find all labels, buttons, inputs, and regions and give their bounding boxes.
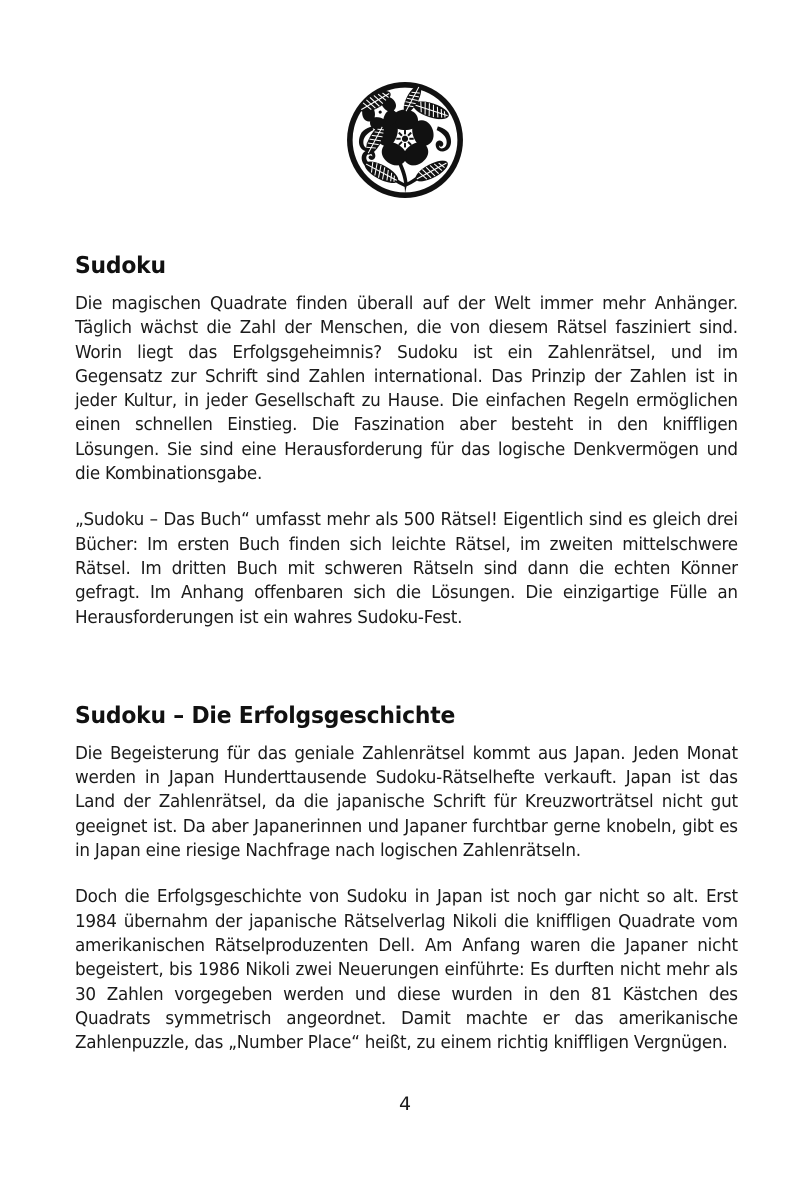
section-spacer — [75, 651, 738, 665]
ornament-container — [0, 78, 810, 202]
paragraph-das-buch: „Sudoku – Das Buch“ umfasst mehr als 500 Rätsel! Eigentlich sind es gleich drei Bücher: Im ersten Buch finden sich leichte Rätsel, im zweiten mittelschwere Rätsel. Im dritten Buch mit schweren Rätseln sind dann die echten Könner gefragt. Im Anhang offenbaren sich die Lösungen. Die einzigartige Fülle an Herausforderungen ist ein wahres Sudoku-Fest. — [75, 510, 738, 628]
text-column — [75, 253, 738, 1055]
paragraph-historie: Doch die Erfolgsgeschichte von Sudoku in Japan ist noch gar nicht so alt. Erst 1984 übernahm der japanische Rätselverlag Nikoli die kniffligen Quadrate vom amerikanischen Rätselproduzenten Dell. Am Anfang waren die Japaner nicht begeistert, bis 1986 Nikoli zwei Neuerungen einführte: Es durften nicht mehr als 30 Zahlen vorgegeben werden und diese wurden in den 81 Kästchen des Quadrats symmetrisch angeordnet. Damit machte er das amerikanische Zahlenpuzzle, das „Number Place“ heißt, zu einem richtig kniffligen Vergnügen. — [75, 887, 738, 1054]
japanese-floral-mon-icon — [343, 78, 467, 202]
page-number: 4 — [398, 1093, 412, 1115]
paragraph-intro: Die magischen Quadrate finden überall auf der Welt immer mehr Anhänger. Täglich wächst die Zahl der Menschen, die von diesem Rätsel fasziniert sind. Worin liegt das Erfolgsgeheimnis? Sudoku ist ein Zahlenrätsel, und im Gegensatz zur Schrift sind Zahlen international. Das Prinzip der Zahlen ist in jeder Kultur, in jeder Gesellschaft zu Hause. Die einfachen Regeln ermöglichen einen schnellen Einstieg. Die Faszination aber besteht in den kniffligen Lösungen. Sie sind eine Herausforderung für das logische Denkvermögen und die Kombinationsgabe. — [75, 294, 738, 485]
paragraph-begeisterung: Die Begeisterung für das geniale Zahlenrätsel kommt aus Japan. Jeden Monat werden in Japan Hunderttausende Sudoku-Rätselhefte verkauft. Japan ist das Land der Zahlenrätsel, da die japanische Schrift für Kreuzworträtsel nicht gut geeignet ist. Da aber Japanerinnen und Japaner furchtbar gerne knobeln, gibt es in Japan eine riesige Nachfrage nach logischen Zahlenrätseln. — [75, 743, 738, 862]
section-heading-sudoku: Sudoku — [75, 253, 166, 279]
section-heading-erfolgsgeschichte: Sudoku – Die Erfolgsgeschichte — [75, 702, 456, 729]
